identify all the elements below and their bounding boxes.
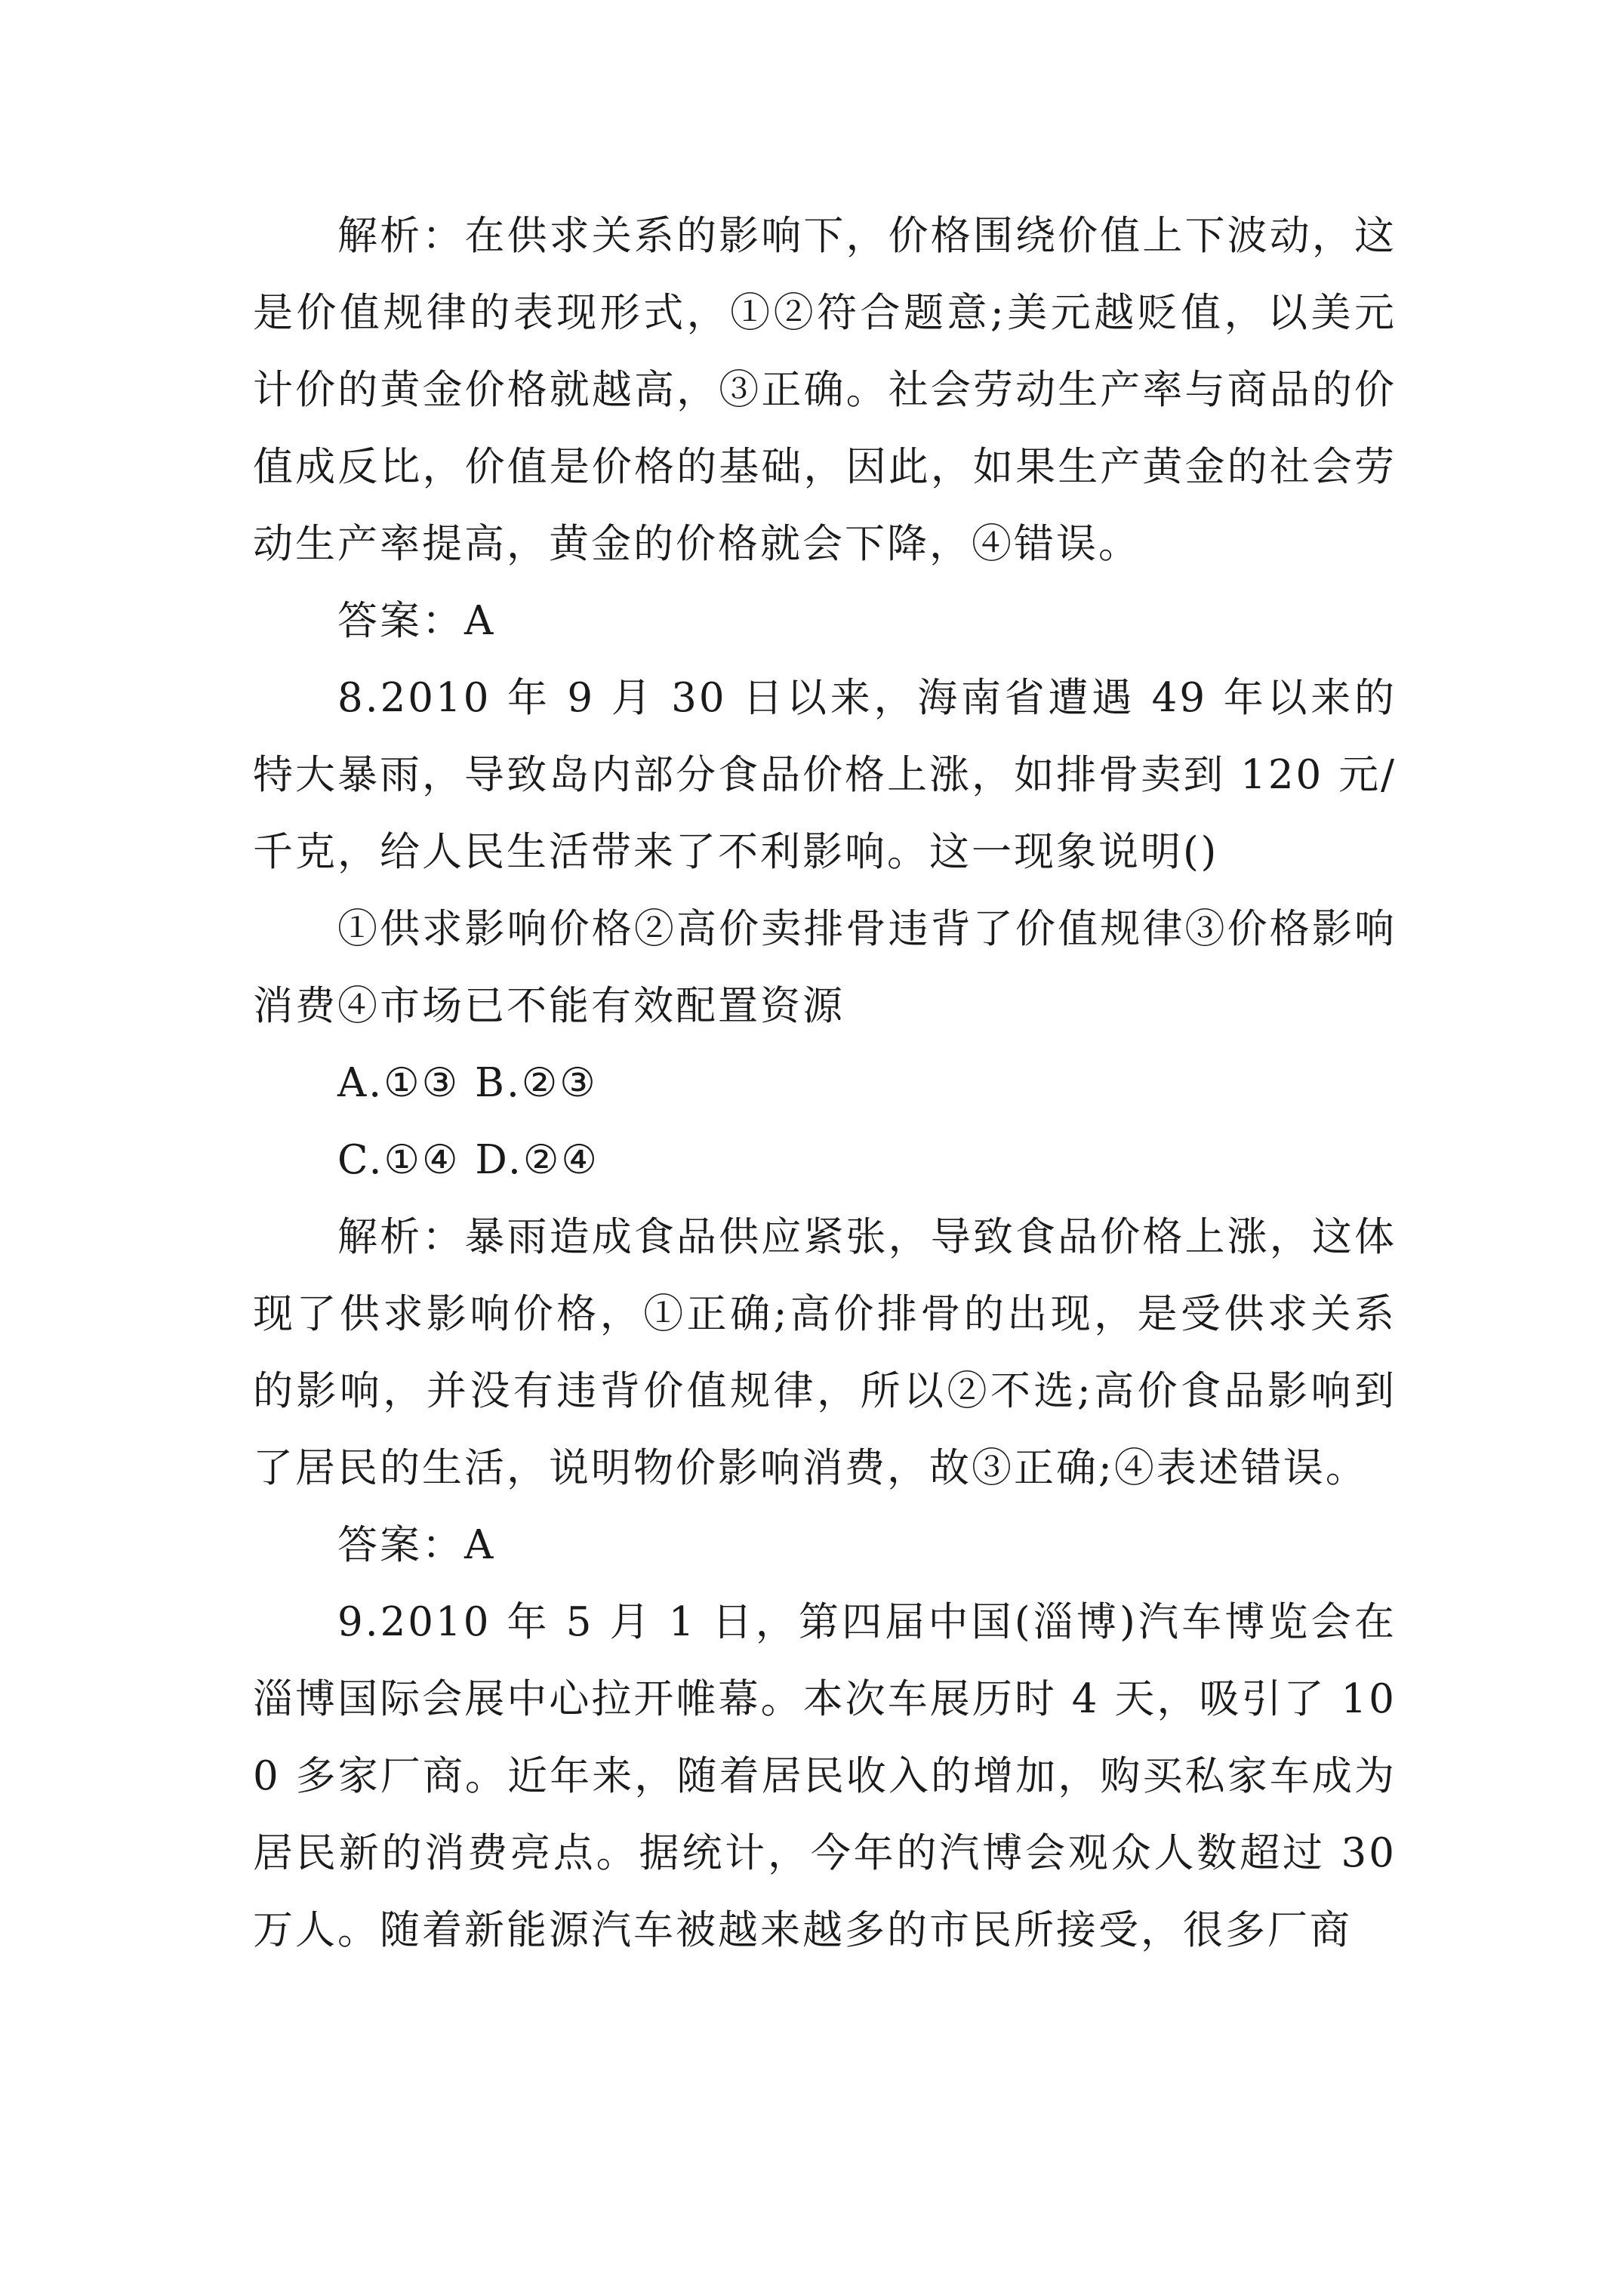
paragraph-options-8-ab: A.①③ B.②③ — [337, 1060, 598, 1106]
paragraph-answer-7: 答案：A — [337, 598, 496, 644]
paragraph-analysis-7: 解析：在供求关系的影响下，价格围绕价值上下波动，这是价值规律的表现形式，①②符合题意;美元越贬值，以美元计价的黄金价格就越高，③正确。社会劳动生产率与商品的价值成反比，价值是价格的基础，因此，如果生产黄金的社会劳动生产率提高，黄金的价格就会下降，④错误。 — [253, 213, 1397, 567]
document-body — [253, 198, 1397, 1969]
paragraph-options-8-cd: C.①④ D.②④ — [337, 1137, 599, 1183]
paragraph-question-9: 9.2010 年 5 月 1 日，第四届中国(淄博)汽车博览会在淄博国际会展中心拉开帷幕。本次车展历时 4 天，吸引了 100 多家厂商。近年来，随着居民收入的增加，购买私家车成为居民新的消费亮点。据统计，今年的汽博会观众人数超过 30 万人。随着新能源汽车被越来越多的市民所接受，很多厂商 — [253, 1599, 1397, 1953]
paragraph-question-8: 8.2010 年 9 月 30 日以来，海南省遭遇 49 年以来的特大暴雨，导致岛内部分食品价格上涨，如排骨卖到 120 元/千克，给人民生活带来了不利影响。这一现象说明() — [253, 675, 1397, 875]
paragraph-answer-8: 答案：A — [337, 1522, 496, 1568]
paragraph-analysis-8: 解析：暴雨造成食品供应紧张，导致食品价格上涨，这体现了供求影响价格，①正确;高价排骨的出现，是受供求关系的影响，并没有违背价值规律，所以②不选;高价食品影响到了居民的生活，说明物价影响消费，故③正确;④表述错误。 — [253, 1214, 1397, 1491]
paragraph-statements-8: ①供求影响价格②高价卖排骨违背了价值规律③价格影响消费④市场已不能有效配置资源 — [253, 906, 1397, 1029]
